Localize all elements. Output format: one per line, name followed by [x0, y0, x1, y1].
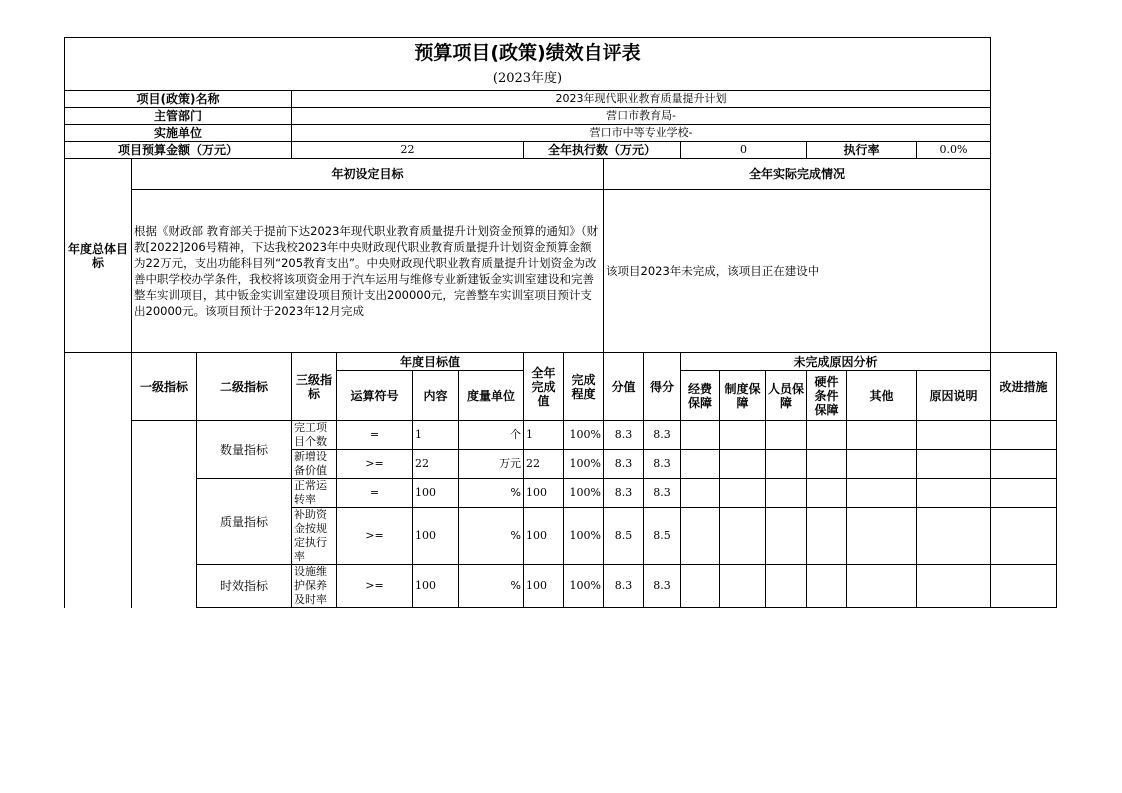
empty-cell	[847, 508, 917, 565]
empty-cell	[807, 421, 847, 450]
item-weight: 8.5	[604, 508, 644, 565]
empty-cell	[917, 450, 991, 479]
dept-label: 主管部门	[65, 108, 292, 125]
project-name-label: 项目(政策)名称	[65, 91, 292, 108]
item-actual: 100	[524, 479, 564, 508]
item-actual: 22	[524, 450, 564, 479]
actual-completion-header: 全年实际完成情况	[604, 159, 991, 190]
item-score: 8.5	[644, 508, 681, 565]
empty-cell	[917, 479, 991, 508]
operator-header: 运算符号	[337, 371, 413, 421]
empty-cell	[766, 508, 807, 565]
item-op: >=	[337, 565, 413, 608]
item-unit: %	[459, 479, 524, 508]
group-name: 数量指标	[197, 421, 292, 479]
item-op: =	[337, 479, 413, 508]
item-unit: %	[459, 508, 524, 565]
weight-header: 分值	[604, 353, 644, 421]
empty-cell	[847, 421, 917, 450]
item-actual: 1	[524, 421, 564, 450]
level1-empty-cell	[132, 421, 197, 608]
budget-label: 项目预算金额（万元）	[65, 142, 292, 159]
report-year: (2023年度)	[65, 68, 991, 91]
item-weight: 8.3	[604, 479, 644, 508]
improve-header: 改进措施	[991, 353, 1057, 421]
item-content: 1	[413, 421, 459, 450]
empty-cell	[991, 479, 1057, 508]
dept-value: 营口市教育局-	[292, 108, 991, 125]
empty-cell	[766, 450, 807, 479]
empty-cell	[766, 421, 807, 450]
item-name: 设施维护保养及时率	[292, 565, 337, 608]
group-name: 时效指标	[197, 565, 292, 608]
item-score: 8.3	[644, 479, 681, 508]
item-name: 正常运转率	[292, 479, 337, 508]
empty-cell	[720, 565, 766, 608]
empty-cell	[720, 450, 766, 479]
item-actual: 100	[524, 508, 564, 565]
item-degree: 100%	[564, 508, 604, 565]
item-content: 100	[413, 479, 459, 508]
item-degree: 100%	[564, 421, 604, 450]
actual-header: 全年完成值	[524, 353, 564, 421]
item-degree: 100%	[564, 479, 604, 508]
item-name: 新增设备价值	[292, 450, 337, 479]
level3-header: 三级指标	[292, 353, 337, 421]
empty-cell	[917, 508, 991, 565]
group-name: 质量指标	[197, 479, 292, 565]
empty-cell	[847, 479, 917, 508]
empty-cell	[807, 450, 847, 479]
unit-value: 营口市中等专业学校-	[292, 125, 991, 142]
indicator-section-cell	[65, 353, 132, 608]
reason-desc-header: 原因说明	[917, 371, 991, 421]
item-op: >=	[337, 450, 413, 479]
item-weight: 8.3	[604, 421, 644, 450]
empty-cell	[681, 565, 720, 608]
reason-system-header: 制度保障	[720, 371, 766, 421]
empty-cell	[681, 421, 720, 450]
empty-cell	[681, 479, 720, 508]
evaluation-table	[64, 37, 1057, 608]
initial-goal-header: 年初设定目标	[132, 159, 604, 190]
item-op: =	[337, 421, 413, 450]
degree-header: 完成程度	[564, 353, 604, 421]
empty-cell	[681, 508, 720, 565]
item-content: 22	[413, 450, 459, 479]
item-actual: 100	[524, 565, 564, 608]
item-unit: 万元	[459, 450, 524, 479]
project-name-value: 2023年现代职业教育质量提升计划	[292, 91, 991, 108]
item-content: 100	[413, 565, 459, 608]
item-unit: 个	[459, 421, 524, 450]
level2-header: 二级指标	[197, 353, 292, 421]
target-group-header: 年度目标值	[337, 353, 524, 371]
item-score: 8.3	[644, 421, 681, 450]
reason-hardware-header: 硬件条件保障	[807, 371, 847, 421]
empty-cell	[766, 479, 807, 508]
rate-label: 执行率	[807, 142, 917, 159]
empty-cell	[917, 565, 991, 608]
empty-cell	[807, 479, 847, 508]
actual-completion-text: 该项目2023年未完成，该项目正在建设中	[604, 190, 991, 353]
empty-cell	[991, 450, 1057, 479]
empty-cell	[720, 421, 766, 450]
content-header: 内容	[413, 371, 459, 421]
empty-cell	[917, 421, 991, 450]
reason-staff-header: 人员保障	[766, 371, 807, 421]
item-score: 8.3	[644, 450, 681, 479]
item-name: 完工项目个数	[292, 421, 337, 450]
item-degree: 100%	[564, 565, 604, 608]
item-name: 补助资金按规定执行率	[292, 508, 337, 565]
empty-cell	[720, 508, 766, 565]
empty-cell	[991, 421, 1057, 450]
empty-cell	[766, 565, 807, 608]
empty-cell	[681, 450, 720, 479]
empty-cell	[807, 565, 847, 608]
reason-other-header: 其他	[847, 371, 917, 421]
evaluation-sheet	[64, 37, 1057, 608]
exec-value: 0	[681, 142, 807, 159]
item-weight: 8.3	[604, 565, 644, 608]
budget-value: 22	[292, 142, 524, 159]
item-weight: 8.3	[604, 450, 644, 479]
goal-section-label: 年度总体目标	[65, 159, 132, 353]
empty-cell	[847, 565, 917, 608]
empty-cell	[847, 450, 917, 479]
rate-value: 0.0%	[917, 142, 991, 159]
item-content: 100	[413, 508, 459, 565]
score-header: 得分	[644, 353, 681, 421]
unit-header: 度量单位	[459, 371, 524, 421]
item-degree: 100%	[564, 450, 604, 479]
initial-goal-text: 根据《财政部 教育部关于提前下达2023年现代职业教育质量提升计划资金预算的通知》（财教[2022]206号精神，下达我校2023年中央财政现代职业教育质量提升计划资金预算金额为22万元，支出功能科目列“205教育支出”。中央财政现代职业教育质量提升计划资金为改善中职学校办学条件，我校将该项资金用于汽车运用与维修专业新建钣金实训室建设和完善整车实训项目，其中钣金实训室建设项目预计支出200000元，完善整车实训室项目预计支出20000元。该项目预计于2023年12月完成	[132, 190, 604, 353]
item-unit: %	[459, 565, 524, 608]
item-op: >=	[337, 508, 413, 565]
reason-fund-header: 经费保障	[681, 371, 720, 421]
empty-cell	[720, 479, 766, 508]
unit-label: 实施单位	[65, 125, 292, 142]
item-score: 8.3	[644, 565, 681, 608]
level1-header: 一级指标	[132, 353, 197, 421]
page-title: 预算项目(政策)绩效自评表	[65, 38, 991, 69]
empty-cell	[991, 508, 1057, 565]
reason-group-header: 未完成原因分析	[681, 353, 991, 371]
empty-cell	[991, 565, 1057, 608]
empty-cell	[807, 508, 847, 565]
exec-label: 全年执行数（万元）	[524, 142, 681, 159]
